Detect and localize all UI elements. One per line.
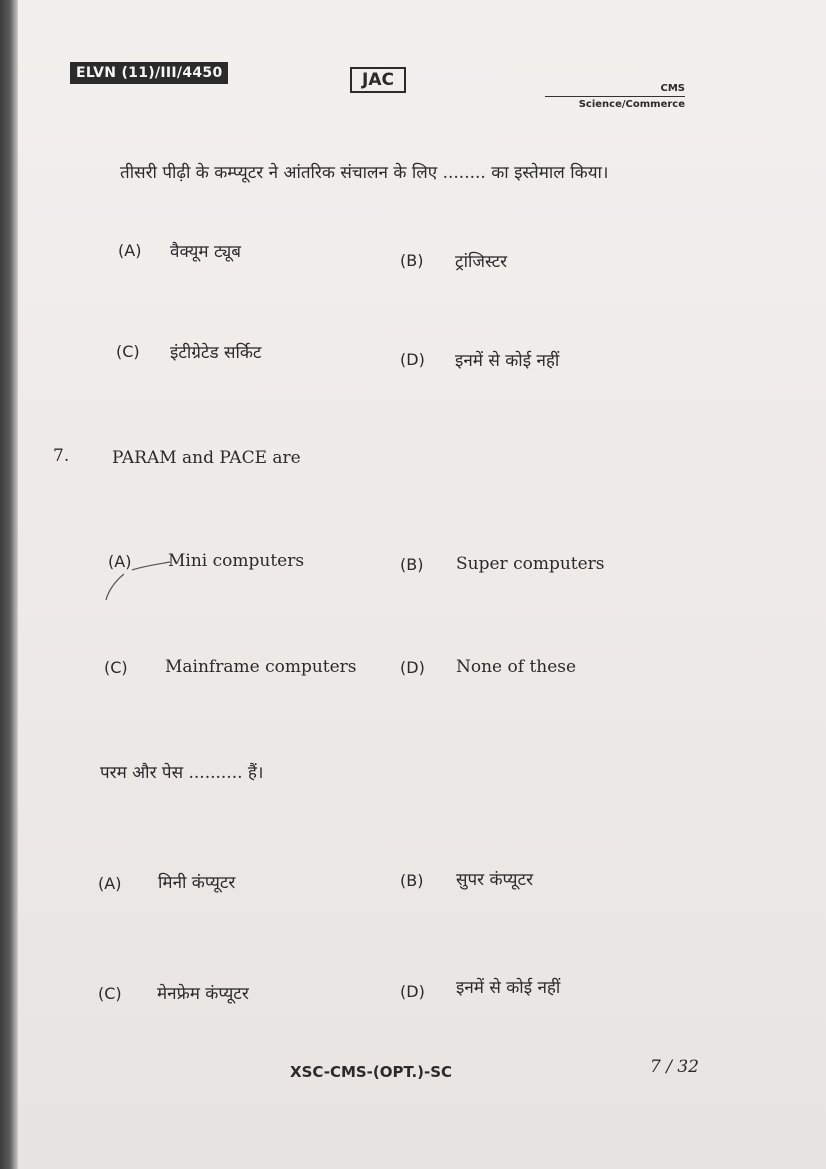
q6-option-b-text: ट्रांजिस्टर <box>455 252 508 272</box>
subject-rule <box>545 96 685 97</box>
q7-hindi-option-b-label: (B) <box>400 871 424 890</box>
q7-number: 7. <box>53 446 70 466</box>
q6-option-b-label: (B) <box>400 251 424 270</box>
q7-option-b-label: (B) <box>400 555 424 574</box>
q7-option-a-label: (A) <box>108 552 132 571</box>
q6-option-c-text: इंटीग्रेटेड सर्किट <box>170 343 262 363</box>
q7-hindi-option-d-text: इनमें से कोई नहीं <box>456 978 561 998</box>
binding-edge <box>0 0 18 1169</box>
q6-option-a-text: वैक्यूम ट्यूब <box>170 242 241 262</box>
board-box: JAC <box>350 67 406 93</box>
q7-hindi-option-c-text: मेनफ्रेम कंप्यूटर <box>157 984 249 1004</box>
q7-option-d-label: (D) <box>400 658 425 677</box>
subject-block <box>545 82 685 111</box>
stream-label: Science/Commerce <box>578 99 685 110</box>
q6-option-a-label: (A) <box>118 241 142 260</box>
pen-mark-icon <box>104 556 174 606</box>
q7-option-c-label: (C) <box>104 658 128 677</box>
q7-stem: PARAM and PACE are <box>112 448 301 468</box>
q7-hindi-option-a-label: (A) <box>98 874 122 893</box>
q6-option-d-text: इनमें से कोई नहीं <box>455 351 560 371</box>
q7-option-c-text: Mainframe computers <box>165 657 357 677</box>
q7-option-b-text: Super computers <box>456 554 605 574</box>
q6-option-d-label: (D) <box>400 350 425 369</box>
q7-option-d-text: None of these <box>456 657 577 677</box>
footer-paper-code: XSC-CMS-(OPT.)-SC <box>290 1063 453 1081</box>
q6-option-c-label: (C) <box>116 342 140 361</box>
q7-hindi-option-b-text: सुपर कंप्यूटर <box>456 870 534 890</box>
q7-hindi-stem: परम और पेस .......... हैं। <box>100 763 264 783</box>
q7-hindi-option-d-label: (D) <box>400 982 425 1001</box>
subject-code: CMS <box>660 83 685 94</box>
paper-code: ELVN (11)/III/4450 <box>70 62 228 84</box>
q7-hindi-option-c-label: (C) <box>98 984 122 1003</box>
q6-hindi-stem: तीसरी पीढ़ी के कम्प्यूटर ने आंतरिक संचालन के लिए ........ का इस्तेमाल किया। <box>120 163 609 183</box>
page-number: 7 / 32 <box>650 1057 699 1077</box>
q7-hindi-option-a-text: मिनी कंप्यूटर <box>158 873 236 893</box>
q7-option-a-text: Mini computers <box>168 551 305 571</box>
